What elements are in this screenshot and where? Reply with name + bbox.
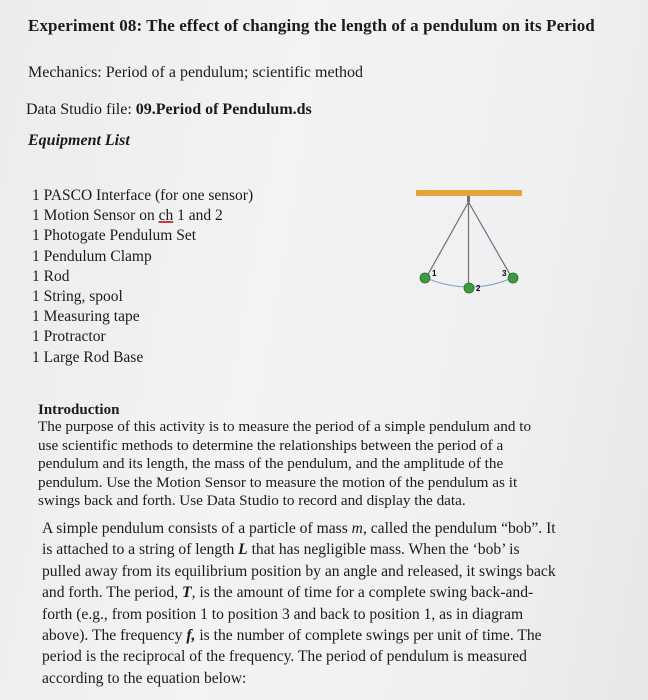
introduction-paragraph-1 xyxy=(38,418,628,511)
line-text: above). The frequency xyxy=(42,627,187,645)
introduction-heading: Introduction xyxy=(38,402,120,418)
equipment-item: 1 Pendulum Clamp xyxy=(32,247,152,265)
line-text: is the number of complete swings per unit of time. The xyxy=(195,627,542,645)
line-text: , is the amount of time for a complete swing back-and- xyxy=(191,584,534,602)
equipment-heading: Equipment List xyxy=(28,132,130,149)
introduction-paragraph-2 xyxy=(42,518,632,689)
paragraph-line xyxy=(42,518,632,539)
paragraph-line xyxy=(42,539,632,560)
equipment-item: 1 Large Rod Base xyxy=(32,348,144,366)
paragraph-line: The purpose of this activity is to measure the period of a simple pendulum and to xyxy=(38,418,532,435)
paragraph-line xyxy=(42,625,632,646)
equipment-item: 1 Photogate Pendulum Set xyxy=(32,227,197,245)
line-text: that has negligible mass. When the ‘bob’ is xyxy=(247,541,520,559)
line-text: is attached to a string of length xyxy=(42,541,239,559)
paragraph-line: pendulum and its length, the mass of the pendulum, and the amplitude of the xyxy=(38,455,504,473)
paragraph-line: use scientific methods to determine the relationships between the period of a xyxy=(38,436,504,454)
file-name: 09.Period of Pendulum.ds xyxy=(135,101,312,118)
symbol-m: m xyxy=(351,520,363,537)
equipment-item-text: 1 Motion Sensor on xyxy=(32,207,159,225)
equipment-item: 1 PASCO Interface (for one sensor) xyxy=(32,187,254,204)
position-label-3: 3 xyxy=(502,269,507,278)
file-label: Data Studio file: xyxy=(26,101,136,118)
pendulum-support-bar xyxy=(416,190,522,196)
line-text: A simple pendulum consists of a particle of mass xyxy=(42,520,352,537)
paragraph-line: according to the equation below: xyxy=(42,669,247,687)
subtitle: Mechanics: Period of a pendulum; scientific method xyxy=(28,64,364,81)
symbol-f: f, xyxy=(186,627,196,645)
pendulum-string-1 xyxy=(426,202,469,278)
experiment-title: Experiment 08: The effect of changing the length of a pendulum on its Period xyxy=(28,16,595,35)
pendulum-bob-3 xyxy=(508,273,518,283)
equipment-item: 1 Rod xyxy=(32,267,70,285)
pendulum-diagram xyxy=(410,184,530,294)
datastudio-file-line xyxy=(26,101,312,119)
equipment-item: 1 String, spool xyxy=(32,288,123,306)
paragraph-line: forth (e.g., from position 1 to position 3 and back to position 1, as in diagram xyxy=(42,605,524,623)
paragraph-line xyxy=(42,582,632,603)
pendulum-support-post xyxy=(467,196,470,202)
pendulum-bob-1 xyxy=(420,273,430,283)
paragraph-line: pendulum. Use the Motion Sensor to measure the motion of the pendulum as it xyxy=(38,473,518,491)
equipment-item: 1 Protractor xyxy=(32,328,106,346)
pendulum-bob-2 xyxy=(464,283,474,293)
paragraph-line: period is the reciprocal of the frequency. The period of pendulum is measured xyxy=(42,648,527,666)
equipment-list xyxy=(32,186,253,368)
symbol-T: T xyxy=(182,584,192,602)
equipment-item xyxy=(32,206,253,226)
symbol-L: L xyxy=(238,541,248,559)
line-text: , called the pendulum “bob”. It xyxy=(362,520,556,537)
line-text: and forth. The period, xyxy=(42,584,183,602)
pendulum-string-3 xyxy=(469,202,513,278)
position-label-2: 2 xyxy=(476,284,481,293)
equipment-item: 1 Measuring tape xyxy=(32,308,140,326)
paragraph-line: pulled away from its equilibrium position by an angle and released, it swings back xyxy=(42,562,556,580)
spellcheck-word: ch xyxy=(158,207,174,225)
equipment-item-text: 1 and 2 xyxy=(173,207,223,225)
position-label-1: 1 xyxy=(432,269,437,278)
paragraph-line: swings back and forth. Use Data Studio to record and display the data. xyxy=(38,492,466,510)
